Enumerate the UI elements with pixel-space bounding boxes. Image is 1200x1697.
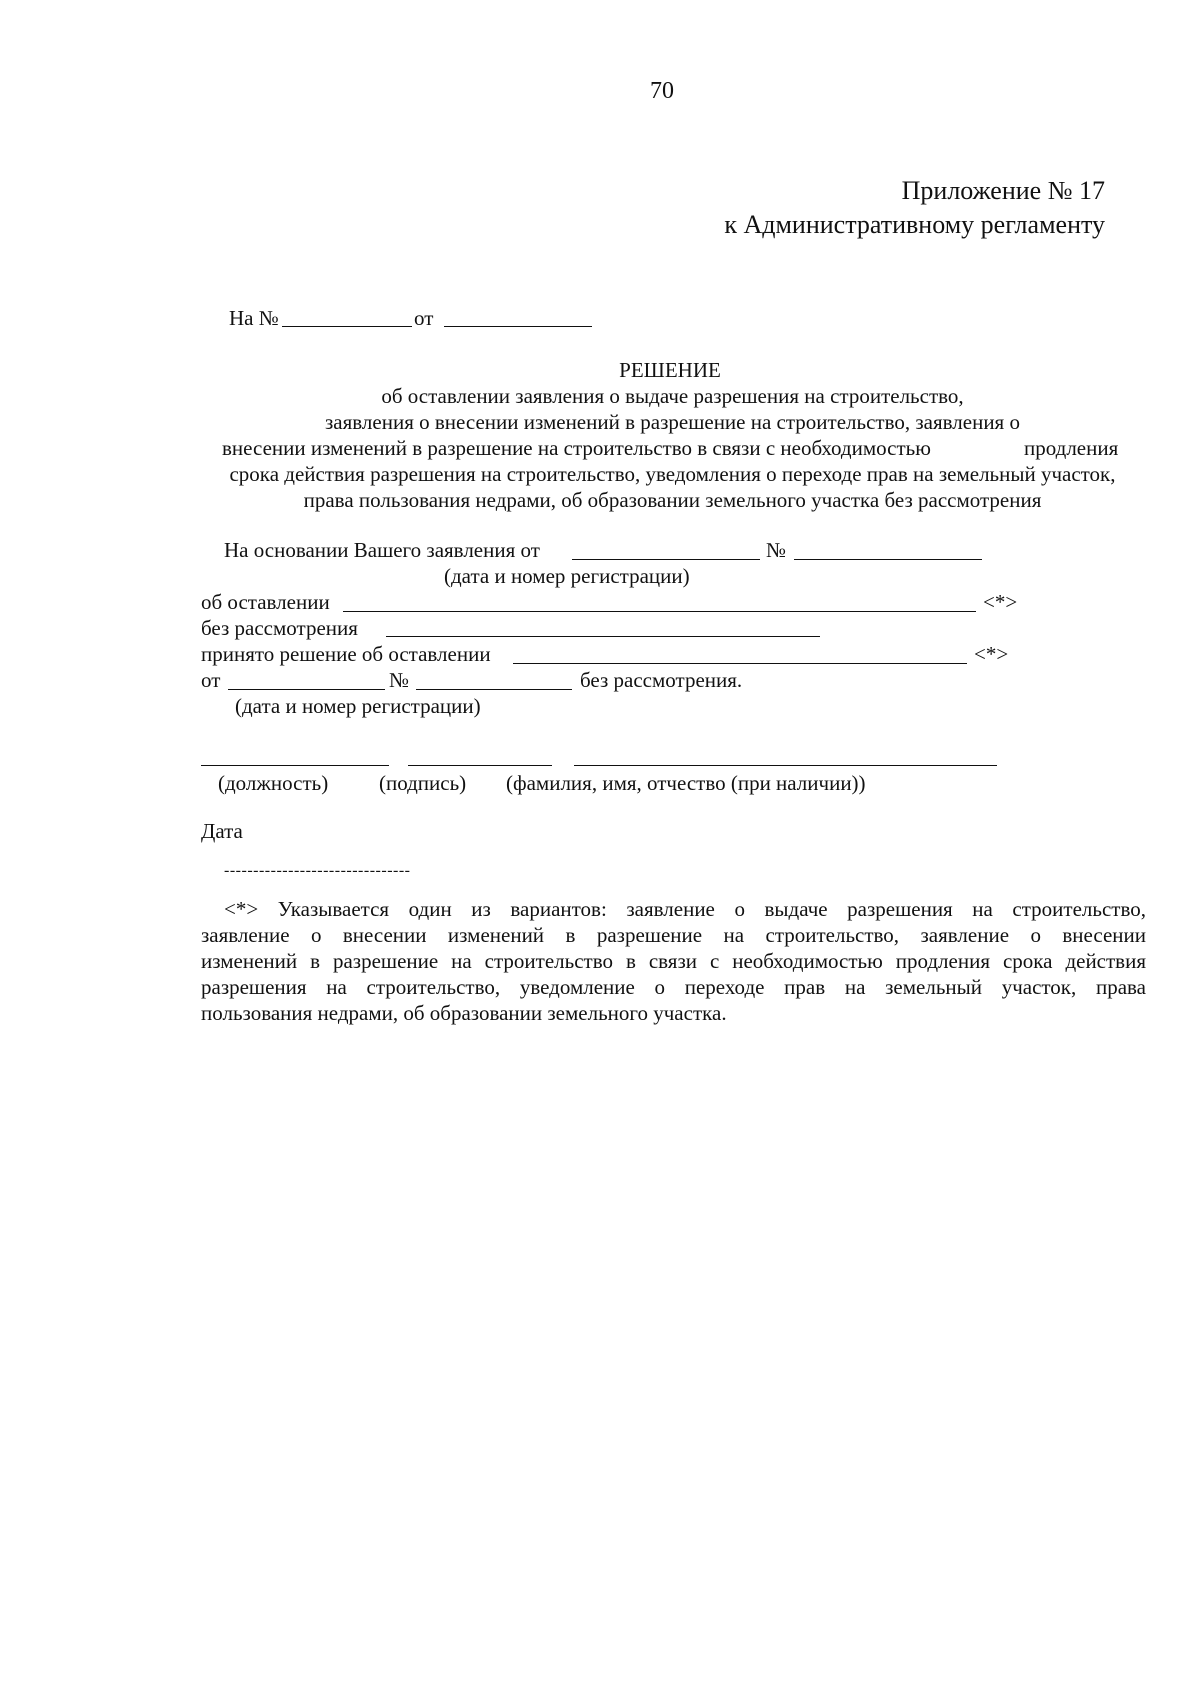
date-label: Дата	[201, 819, 243, 843]
footnote-line2: заявление о внесении изменений в разрешение на строительство, заявление о внесении	[201, 923, 1146, 947]
footnote-line5: пользования недрами, об образовании земельного участка.	[201, 1001, 727, 1025]
appendix-number: Приложение № 17	[901, 176, 1105, 205]
decision-made-label: принято решение об оставлении	[201, 642, 491, 666]
reference-date-label: от	[414, 306, 434, 330]
without-review-blank	[386, 636, 820, 637]
decision-subtitle-line3a: внесении изменений в разрешение на строительство в связи с необходимостью	[222, 436, 931, 460]
ot-label: от	[201, 668, 221, 692]
signature-blank	[408, 765, 552, 766]
full-name-blank	[574, 765, 997, 766]
decision-made-blank	[513, 663, 967, 664]
ot-date-blank	[228, 689, 385, 690]
basis-text: На основании Вашего заявления от	[224, 538, 540, 562]
basis-no-label: №	[766, 538, 787, 562]
decision-subtitle-line2: заявления о внесении изменений в разрешение на строительство, заявления о	[325, 410, 1020, 434]
reference-no-label: На №	[229, 306, 279, 330]
ot-number-blank	[416, 689, 572, 690]
leave-blank	[343, 611, 976, 612]
registration-hint-1: (дата и номер регистрации)	[444, 564, 690, 588]
without-review-label: без рассмотрения	[201, 616, 358, 640]
footnote-line3: изменений в разрешение на строительство в связи с необходимостью продления срока действия	[201, 949, 1146, 973]
leave-label: об оставлении	[201, 590, 330, 614]
decision-subtitle-line3b: продления	[1024, 436, 1119, 460]
appendix-regulation: к Административному регламенту	[724, 210, 1105, 239]
reference-no-blank	[282, 326, 412, 327]
basis-date-blank	[572, 559, 760, 560]
position-caption: (должность)	[218, 771, 329, 795]
decision-subtitle-line4: срока действия разрешения на строительство, уведомления о переходе прав на земельный участок,	[229, 462, 1116, 486]
decision-heading: РЕШЕНИЕ	[619, 358, 721, 382]
footnote-line4: разрешения на строительство, уведомление о переходе прав на земельный участок, права	[201, 975, 1146, 999]
full-name-caption: (фамилия, имя, отчество (при наличии))	[506, 771, 866, 795]
footnote-line1: <*> Указывается один из вариантов: заявление о выдаче разрешения на строительство,	[224, 897, 1146, 921]
without-review-end: без рассмотрения.	[580, 668, 743, 692]
position-blank	[201, 765, 389, 766]
decision-subtitle-line5: права пользования недрами, об образовании земельного участка без рассмотрения	[303, 488, 1042, 512]
footnote-marker-1: <*>	[983, 590, 1018, 614]
reference-date-blank	[444, 326, 592, 327]
footnote-marker-2: <*>	[974, 642, 1009, 666]
basis-number-blank	[794, 559, 982, 560]
footnote-separator: --------------------------------	[224, 862, 411, 879]
decision-subtitle-line1: об оставлении заявления о выдаче разрешения на строительство,	[381, 384, 964, 408]
ot-no-label: №	[389, 668, 410, 692]
registration-hint-2: (дата и номер регистрации)	[235, 694, 481, 718]
page-number: 70	[650, 78, 674, 104]
signature-caption: (подпись)	[379, 771, 467, 795]
